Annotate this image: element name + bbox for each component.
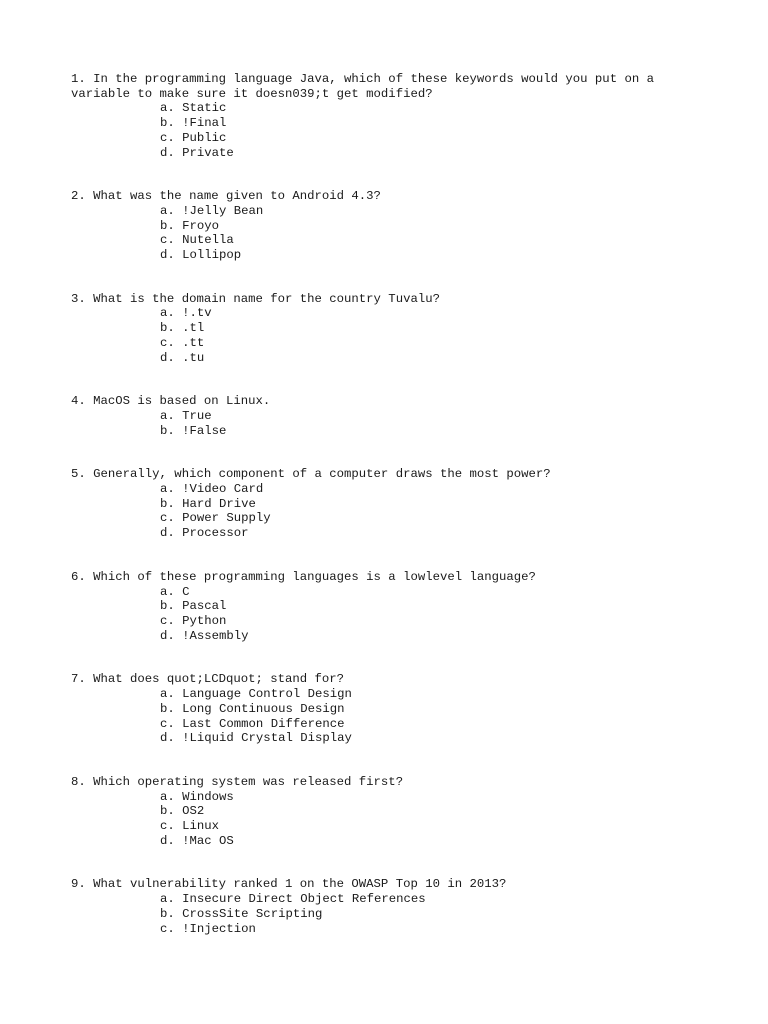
answer-options	[71, 204, 711, 263]
answer-option: c. Python	[160, 613, 227, 628]
answer-option: b. .tl	[160, 321, 205, 336]
answer-option: d. .tu	[160, 350, 205, 365]
answer-option: a. True	[160, 408, 212, 423]
question-2	[71, 189, 711, 263]
answer-options	[71, 306, 711, 365]
answer-option: d. !Liquid Crystal Display	[160, 731, 352, 746]
answer-option: b. Pascal	[160, 599, 227, 614]
answer-options	[71, 790, 711, 849]
answer-option: a. Insecure Direct Object References	[160, 892, 426, 907]
answer-option: c. Nutella	[160, 233, 234, 248]
question-6	[71, 570, 711, 644]
question-text: 6. Which of these programming languages is a lowlevel language?	[71, 569, 536, 584]
answer-option: b. Froyo	[160, 218, 220, 233]
answer-options	[71, 687, 711, 746]
question-1	[71, 72, 711, 160]
answer-option: d. !Mac OS	[160, 833, 234, 848]
answer-option: a. !Video Card	[160, 482, 264, 497]
question-text: 8. Which operating system was released first?	[71, 774, 404, 789]
answer-option: d. !Assembly	[160, 628, 249, 643]
answer-options	[71, 482, 711, 541]
question-5	[71, 467, 711, 541]
question-text: 1. In the programming language Java, which of these keywords would you put on a variable to make sure it doesn039;t get modified?	[71, 72, 662, 101]
answer-option: c. !Injection	[160, 921, 256, 936]
answer-option: a. C	[160, 584, 190, 599]
answer-option: d. Processor	[160, 526, 249, 541]
answer-options	[71, 585, 711, 644]
answer-option: b. OS2	[160, 804, 205, 819]
question-7	[71, 672, 711, 746]
answer-option: c. .tt	[160, 335, 205, 350]
answer-option: a. !Jelly Bean	[160, 203, 264, 218]
question-4	[71, 394, 711, 438]
answer-option: c. Public	[160, 130, 227, 145]
question-text: 2. What was the name given to Android 4.3?	[71, 189, 381, 204]
question-text: 3. What is the domain name for the country Tuvalu?	[71, 291, 440, 306]
answer-option: b. !Final	[160, 116, 227, 131]
answer-option: d. Lollipop	[160, 248, 242, 263]
answer-option: b. CrossSite Scripting	[160, 906, 323, 921]
question-8	[71, 775, 711, 849]
quiz-document	[71, 72, 711, 965]
answer-option: d. Private	[160, 145, 234, 160]
question-3	[71, 292, 711, 366]
answer-option: b. Long Continuous Design	[160, 701, 345, 716]
question-text: 5. Generally, which component of a computer draws the most power?	[71, 467, 551, 482]
answer-option: b. !False	[160, 423, 227, 438]
answer-option: a. Windows	[160, 789, 234, 804]
answer-option: c. Linux	[160, 819, 220, 834]
answer-option: a. Static	[160, 101, 227, 116]
answer-options	[71, 892, 711, 936]
question-text: 9. What vulnerability ranked 1 on the OWASP Top 10 in 2013?	[71, 877, 507, 892]
answer-options	[71, 101, 711, 160]
question-text: 7. What does quot;LCDquot; stand for?	[71, 672, 345, 687]
answer-option: b. Hard Drive	[160, 496, 256, 511]
answer-option: c. Last Common Difference	[160, 716, 345, 731]
question-9	[71, 877, 711, 936]
question-text: 4. MacOS is based on Linux.	[71, 394, 271, 409]
answer-option: c. Power Supply	[160, 511, 271, 526]
answer-options	[71, 409, 711, 438]
answer-option: a. !.tv	[160, 306, 212, 321]
answer-option: a. Language Control Design	[160, 687, 352, 702]
